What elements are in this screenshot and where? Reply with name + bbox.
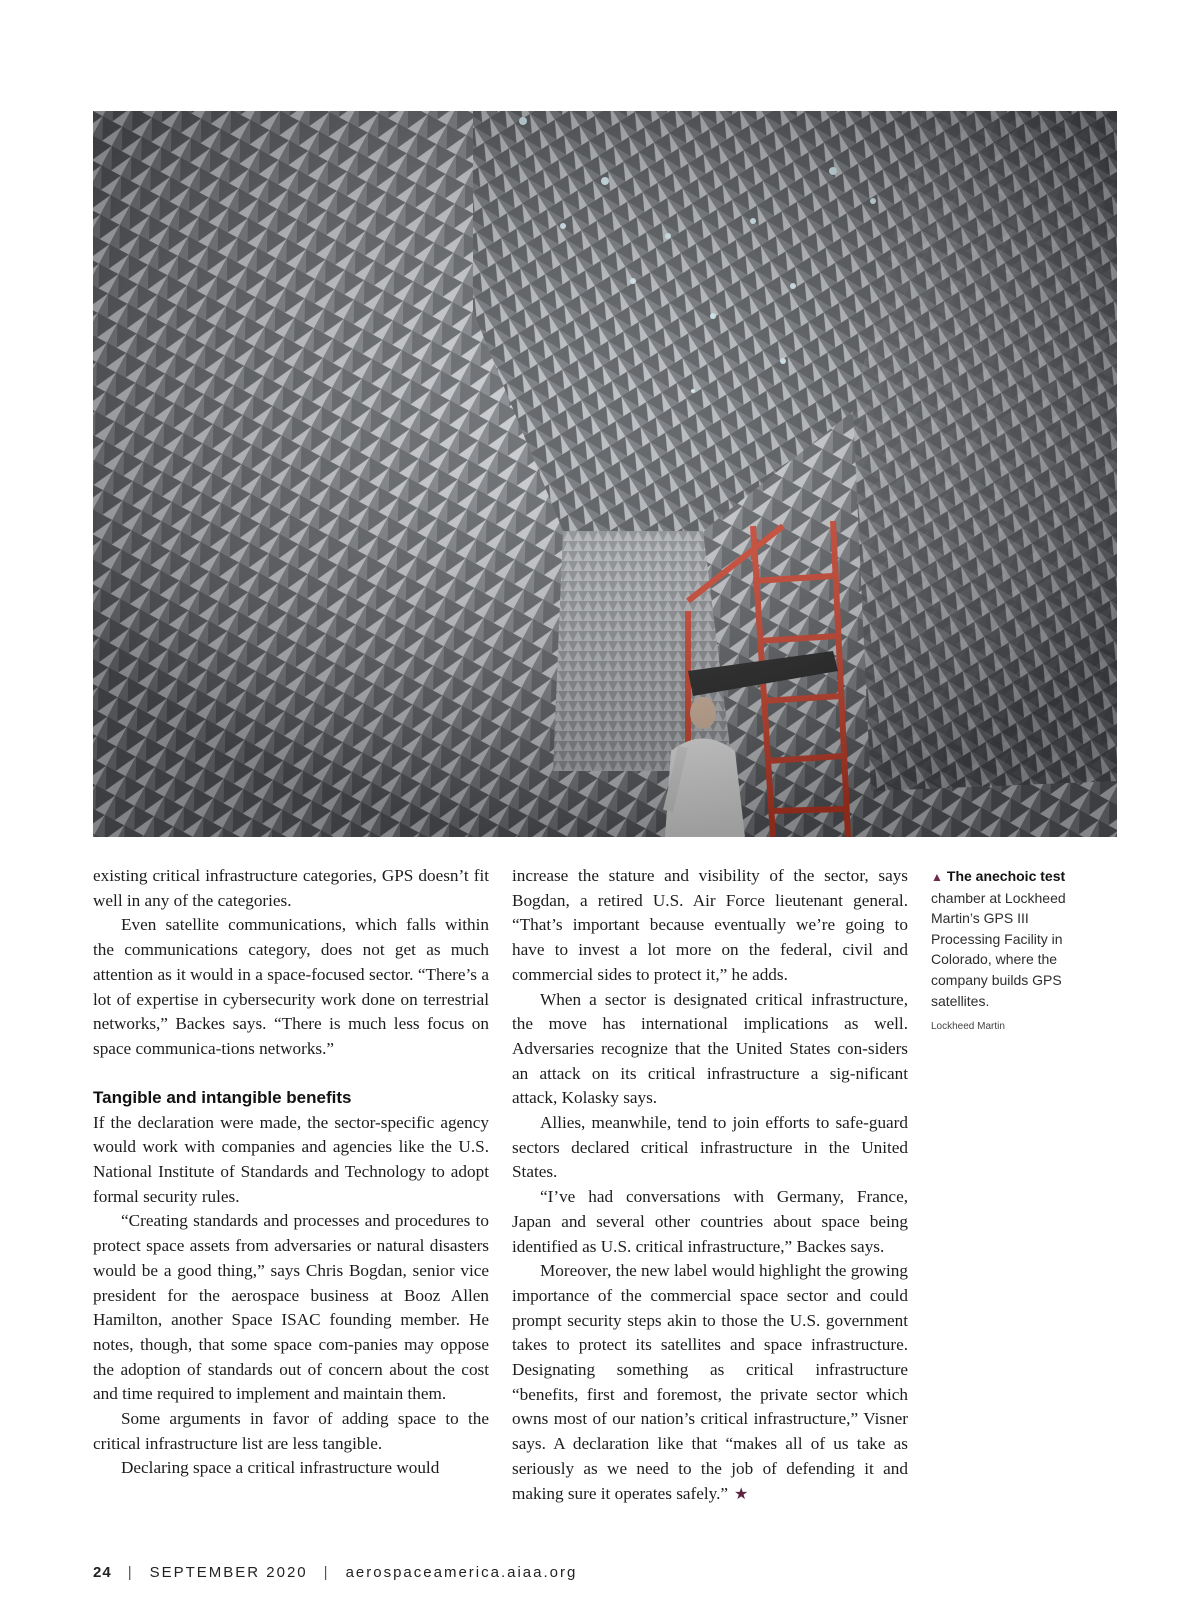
caption-text: chamber at Lockheed Martin’s GPS III Processing Facility in Colorado, where the company builds GPS satellites. (931, 889, 1066, 1009)
footer-separator: | (323, 1564, 330, 1581)
body-paragraph: “I’ve had conversations with Germany, France, Japan and several other countries about space being identified as U.S. critical infrastructure,” Backes says. (512, 1187, 908, 1256)
anechoic-chamber-photo (93, 111, 1117, 837)
page-number: 24 (93, 1564, 112, 1581)
body-paragraph: Allies, meanwhile, tend to join efforts to safe-guard sectors declared critical infrastructure in the United States. (512, 1113, 908, 1182)
body-paragraph: increase the stature and visibility of the sector, says Bogdan, a retired U.S. Air Force lieutenant general. “That’s important because eventually we’re going to have to invest a lot more on the federal, civil and commercial sides to protect it,” he adds. (512, 866, 908, 984)
body-paragraph: “Creating standards and processes and procedures to protect space assets from adversaries or natural disasters would be a good thing,” says Chris Bogdan, senior vice president for the aerospace business at Booz Allen Hamilton, another Space ISAC founding member. He notes, though, that some space com-panies may oppose the adoption of standards out of concern about the cost and time required to implement and maintain them. (93, 1211, 489, 1404)
page-footer (93, 1564, 577, 1581)
body-paragraph: Declaring space a critical infrastructure would (121, 1458, 440, 1478)
body-paragraph: existing critical infrastructure categories, GPS doesn’t fit well in any of the categories. (93, 866, 489, 910)
body-paragraph: When a sector is designated critical infrastructure, the move has international implications as well. Adversaries recognize that the United States con-siders an attack on its critical infrastructure a sig-nificant attack, Kolasky says. (512, 989, 908, 1108)
body-paragraph (512, 1259, 908, 1507)
body-paragraph: If the declaration were made, the sector-specific agency would work with companies and agencies like the U.S. National Institute of Standards and Technology to adopt formal security rules. (93, 1112, 489, 1206)
site-url: aerospaceamerica.aiaa.org (345, 1564, 578, 1581)
article-column-left (93, 864, 489, 1481)
issue-date: SEPTEMBER 2020 (149, 1564, 308, 1581)
body-paragraph-text: Moreover, the new label would highlight the growing importance of the commercial space sector and could prompt security steps akin to those the U.S. government takes to protect its satellites and space infrastructure. Designating something as critical infrastructure “benefits, first and foremost, the private sector which owns most of our nation’s critical infrastructure,” Visner says. A declaration like that “makes all of us take as seriously as we need to the job of defending it and making sure it operates safely.” (512, 1261, 908, 1503)
caption-lead: The anechoic test (946, 868, 1066, 884)
end-star-icon: ★ (734, 1485, 749, 1503)
article-column-right (512, 864, 908, 1507)
photo-credit: Lockheed Martin (931, 1021, 1005, 1032)
section-subhead: Tangible and intangible benefits (93, 1087, 352, 1107)
triangle-up-icon: ▲ (931, 870, 943, 884)
body-paragraph: Even satellite communications, which falls within the communications category, does not get as much attention as it would in a space-focused sector. “There’s a lot of expertise in cybersecurity work done on terrestrial networks,” Backes says. “There is much less focus on space communica-tions networks.” (93, 915, 489, 1058)
photo-caption (931, 866, 1101, 1011)
footer-separator: | (127, 1564, 134, 1581)
body-paragraph: Some arguments in favor of adding space to the critical infrastructure list are less tangible. (93, 1409, 489, 1453)
